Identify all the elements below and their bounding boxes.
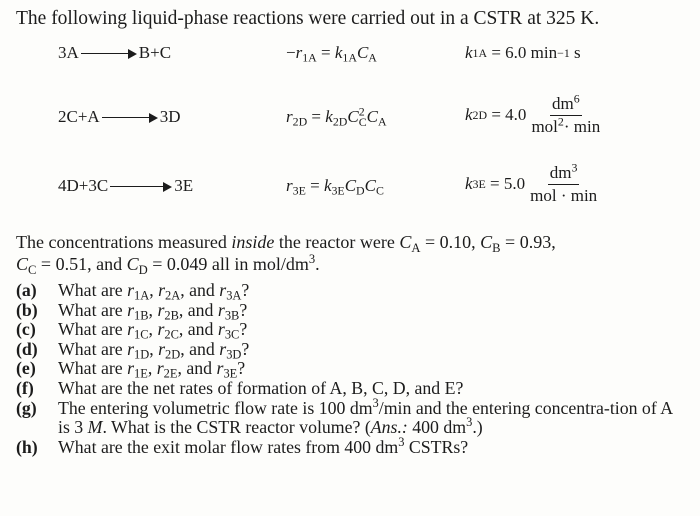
reaction-2-rate-law: $r_{2D} = k_{2D}C^2_CC_A$ [286,104,387,129]
question-list [16,281,686,457]
concentrations-line-1: The concentrations measured inside the reactor were $C_A = 0.10$, $C_B = 0.93$, [16,232,556,255]
reaction-3-rate-law: $r_{3E} = k_{3E}C_DC_C$ [286,176,384,198]
reaction-1-rate-constant: k 1A = 6.0 min −1 s [465,43,581,62]
reaction-1-rate-law: $-r_{1A} = k_{1A}C_A$ [286,43,377,65]
reaction-1-reactants: 3A [58,43,79,62]
reaction-1-equation [58,43,171,63]
question-b: (b) What are $r_{1B}$, $r_{2B}$, and $r_{3B}$? [16,299,248,323]
question-a: (a) What are $r_{1A}$, $r_{2A}$, and $r_{3A}$? [16,280,250,303]
reaction-2-products: 3D [159,107,181,126]
reaction-3-units: $\frac{dm^3}{\text{mol · min}}$ [530,160,598,205]
reaction-1-products: B+C [138,43,172,62]
reaction-2-reactants: 2C+A [58,107,100,126]
arrow-icon [102,113,158,123]
intro-text: The following liquid-phase reactions were carried out in a CSTR at 325 K. [16,8,600,29]
question-c: (c) What are $r_{1C}$, $r_{2C}$, and $r_{3C}$? [16,319,248,342]
arrow-icon [81,49,137,59]
reaction-3-equation [58,176,193,196]
question-f: (f) What are the net rates of formation of A, B, C, D, and E? [16,377,464,398]
question-g: (g) The entering volumetric flow rate is 100 $dm^3/\min$ and the entering concentra-tion of A is 3 M. What is the CSTR reactor volume? (Ans.: 400 $dm^3$.) [16,395,673,438]
question-e: (e) What are $r_{1E}$, $r_{2E}$, and $r_{3E}$? [16,358,246,382]
reaction-3-rate-constant: k 3E = 5.0 $\frac{dm^3}{\text{mol · min}}$ [465,160,598,205]
reaction-2-units: $\frac{dm^6}{mol^2\cdot \min}$ [531,91,601,136]
reaction-3-products: 3E [174,176,194,195]
reaction-2-rate-constant: k 2D = 4.0 $\frac{dm^6}{mol^2\cdot \min}$ [465,91,601,136]
reaction-3-reactants: 4D+3C [58,176,109,195]
concentrations-line-2: $C_C = 0.51$, and $C_D = 0.049$ all in mol/$dm^3$. [16,252,320,277]
question-h: (h) What are the exit molar flow rates from 400 $dm^3$ CSTRs? [16,434,469,457]
question-d: (d) What are $r_{1D}$, $r_{2D}$, and $r_{3D}$? [16,338,250,362]
reaction-2-equation [58,107,180,127]
arrow-icon [110,182,172,192]
